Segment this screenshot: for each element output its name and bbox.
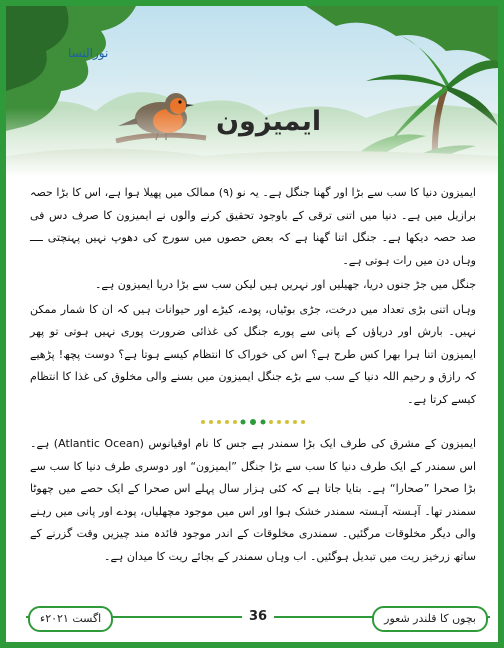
paragraph: وہاں اتنی بڑی تعداد میں درخت، جڑی بوٹیاں، پودے، کیڑے اور حیوانات ہیں کہ ان کا شمار ممکن نہیں۔ بارش اور دریاؤں کے پانی سے پورے جنگل کی غذائی ضرورت پوری نہیں ہوتی تو پھر ایمیزون اتنا ہرا بھرا کس طرح ہے؟ اس کی خوراک کا انتظام کیسے ہوتا ہے؟ دوست پچھ! پڑھیے کہ رازق و رحیم اللہ دنیا کے سب سے بڑے جنگل ایمیزون میں بسنے والی مخلوق کی غذا کا انتظام کیسے کرتا ہے۔ [30,302,476,406]
paragraph: ایمیزون دنیا کا سب سے بڑا اور گھنا جنگل ہے۔ یہ نو (۹) ممالک میں پھیلا ہوا ہے، اس کا بڑا حصہ برازیل میں ہے۔ دنیا میں اتنی ترقی کے باوجود تحقیق کرنے والوں نے ایمیزون کا صرف دس فی صد حصہ دیکھا ہے۔ جنگل اتنا گھنا ہے کہ بعض حصوں میں سورج کی دھوپ نہیں پہنچتی ــــ وہاں دن میں رات ہوتی ہے۔ [30,186,476,267]
paragraph: جنگل میں جڑ جنوں دریا، جھیلیں اور نہریں ہیں لیکن سب سے بڑا دریا ایمیزون ہے۔ [94,278,476,291]
header-banner [6,6,498,176]
page-title: ایمیزون [216,106,322,137]
author-name: نورالنسا [68,46,109,60]
jungle-illustration [6,6,498,176]
section-divider [30,411,476,433]
magazine-name: بچوں کا قلندر شعور [372,606,488,632]
page-number: 36 [242,604,274,630]
page-footer [12,602,504,636]
issue-label: اگست ۲۰۲۱ء [28,606,113,632]
article-body [30,182,476,568]
divider-dots [198,417,308,427]
paragraph: ایمیزون کے مشرق کی طرف ایک بڑا سمندر ہے جس کا نام اوقیانوس (Atlantic Ocean) ہے۔ اس سمندر کے ایک طرف دنیا کا سب سے بڑا جنگل ”ایمیزون“ اور دوسری طرف دنیا کا سب سے بڑا صحرا ”صحارا“ ہے۔ بتایا جاتا ہے کہ کئی ہزار سال پہلے اس صحرا کے ایک حصے میں چھوٹا سمندر تھا۔ آہستہ آہستہ سمندر خشک ہوا اور اس میں موجود مچھلیاں، پودے اور پانی میں رہنے والی دیگر مخلوقات مرگئیں۔ سمندری مخلوقات کے اندر موجود فائدہ مند چیزیں وقت گزرنے کے ساتھ زرخیز ریت میں تبدیل ہوگئیں۔ اب وہاں سمندر کے بجائے ریت کا میدان ہے۔ [30,437,477,563]
